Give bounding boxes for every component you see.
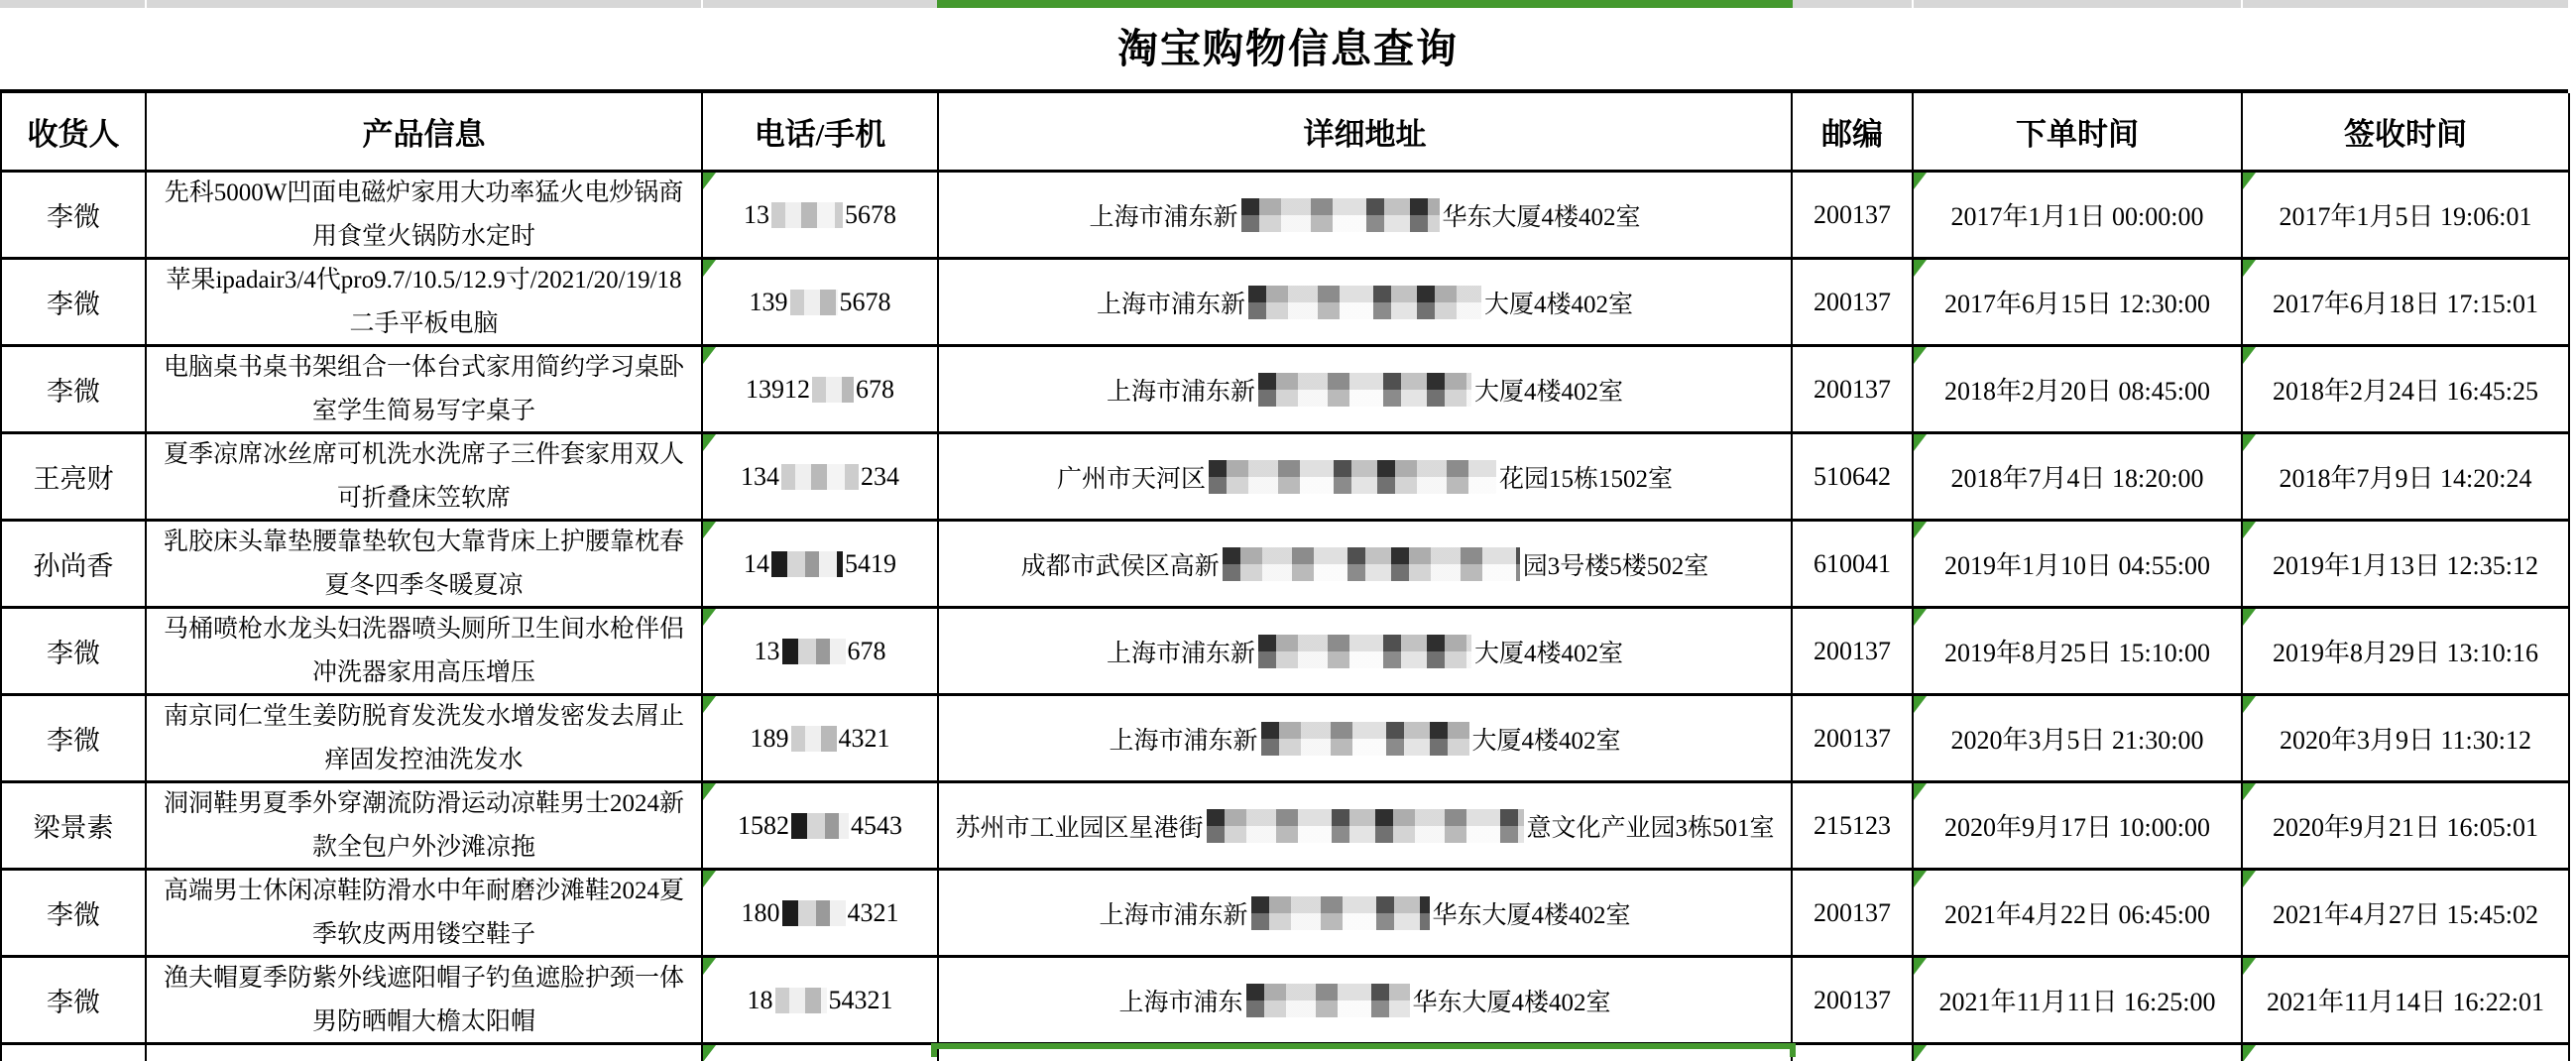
order-time-cell[interactable]: 2019年1月10日 04:55:00 (1914, 522, 2243, 609)
redaction-mosaic (790, 290, 838, 315)
order-time-cell[interactable]: 2019年8月25日 15:10:00 (1914, 609, 2243, 696)
zip-cell[interactable]: 200137 (1793, 609, 1914, 696)
phone-suffix: 678 (856, 374, 894, 404)
phone-prefix: 13912 (746, 374, 810, 404)
redaction-mosaic (781, 464, 859, 490)
address-suffix: 大厦4楼402室 (1474, 640, 1624, 667)
header-recipient[interactable]: 收货人 (2, 93, 147, 173)
recipient-cell[interactable]: 李微 (2, 696, 147, 783)
header-product[interactable]: 产品信息 (147, 93, 703, 173)
phone-prefix: 13 (744, 199, 769, 229)
zip-cell[interactable]: 510642 (1793, 434, 1914, 522)
recipient-cell[interactable]: 梁景素 (2, 783, 147, 871)
recipient-cell[interactable]: 李微 (2, 958, 147, 1045)
phone-cell[interactable] (703, 173, 939, 260)
address-cell[interactable] (939, 347, 1793, 434)
redaction-mosaic (782, 900, 846, 926)
sheet-top-strip (0, 0, 2568, 8)
phone-prefix: 18 (747, 985, 773, 1014)
product-cell[interactable]: 夏季凉席冰丝席可机洗水洗席子三件套家用双人可折叠床笠软席 (147, 434, 703, 522)
redaction-mosaic (1258, 635, 1471, 668)
column-gap (2241, 0, 2243, 8)
sign-time-cell[interactable]: 2021年11月14日 16:22:01 (2243, 958, 2570, 1045)
selection-border-left (931, 1043, 937, 1057)
redaction-mosaic (1258, 373, 1471, 407)
redaction-mosaic (1251, 896, 1430, 930)
phone-prefix: 1582 (738, 810, 789, 840)
phone-suffix: 54321 (828, 985, 893, 1014)
zip-cell[interactable]: 200137 (1793, 347, 1914, 434)
redaction-mosaic (791, 813, 849, 839)
sign-time-cell[interactable] (2243, 1045, 2570, 1061)
phone-cell[interactable] (703, 696, 939, 783)
address-cell[interactable] (939, 783, 1793, 871)
address-cell[interactable] (939, 871, 1793, 958)
redaction-mosaic (1248, 286, 1481, 319)
phone-suffix: 5678 (845, 199, 896, 229)
column-gap (1912, 0, 1914, 8)
redaction-mosaic (791, 726, 837, 752)
sign-time-cell[interactable]: 2021年4月27日 15:45:02 (2243, 871, 2570, 958)
address-prefix: 上海市浦东新 (1106, 378, 1255, 406)
sign-time-cell[interactable]: 2017年6月18日 17:15:01 (2243, 260, 2570, 347)
zip-cell[interactable]: 200137 (1793, 173, 1914, 260)
product-cell[interactable]: 马桶喷枪水龙头妇洗器喷头厕所卫生间水枪伴侣冲洗器家用高压增压 (147, 609, 703, 696)
redaction-mosaic (775, 988, 827, 1013)
redaction-mosaic (1207, 809, 1524, 843)
address-prefix: 上海市浦东新 (1106, 640, 1255, 667)
address-prefix: 成都市武侯区高新 (1020, 552, 1220, 580)
recipient-cell[interactable]: 孙尚香 (2, 522, 147, 609)
redaction-mosaic (782, 639, 846, 664)
phone-cell[interactable] (703, 347, 939, 434)
phone-prefix: 134 (741, 461, 779, 491)
order-time-cell[interactable]: 2021年4月22日 06:45:00 (1914, 871, 2243, 958)
address-cell[interactable] (939, 958, 1793, 1045)
product-cell[interactable]: 渔夫帽夏季防紫外线遮阳帽子钓鱼遮脸护颈一体男防晒帽大檐太阳帽 (147, 958, 703, 1045)
address-prefix: 上海市浦东新 (1099, 901, 1248, 929)
address-prefix: 上海市浦东 (1118, 989, 1243, 1016)
order-time-cell[interactable] (1914, 1045, 2243, 1061)
address-suffix: 大厦4楼402室 (1471, 727, 1621, 755)
recipient-cell[interactable]: 李微 (2, 609, 147, 696)
zip-cell[interactable]: 200137 (1793, 958, 1914, 1045)
order-time-cell[interactable]: 2020年3月5日 21:30:00 (1914, 696, 2243, 783)
header-sign-time[interactable]: 签收时间 (2243, 93, 2570, 173)
address-suffix: 华东大厦4楼402室 (1442, 203, 1641, 231)
address-suffix: 园3号楼5楼502室 (1522, 552, 1709, 580)
phone-suffix: 234 (861, 461, 899, 491)
phone-cell[interactable] (703, 522, 939, 609)
header-zip[interactable]: 邮编 (1793, 93, 1914, 173)
product-cell[interactable]: 苹果ipadair3/4代pro9.7/10.5/12.9寸/2021/20/19/18二手平板电脑 (147, 260, 703, 347)
phone-suffix: 4543 (851, 810, 902, 840)
zip-cell[interactable]: 200137 (1793, 871, 1914, 958)
address-suffix: 华东大厦4楼402室 (1432, 901, 1631, 929)
address-suffix: 大厦4楼402室 (1484, 291, 1634, 318)
address-prefix: 上海市浦东新 (1096, 291, 1245, 318)
phone-suffix: 4321 (847, 897, 899, 927)
phone-prefix: 14 (744, 548, 769, 578)
address-prefix: 苏州市工业园区星港街 (955, 814, 1204, 842)
selection-border-right (1790, 1043, 1796, 1057)
order-time-cell[interactable]: 2017年1月1日 00:00:00 (1914, 173, 2243, 260)
address-cell[interactable] (939, 609, 1793, 696)
redaction-mosaic (1261, 722, 1469, 756)
product-cell[interactable]: 洞洞鞋男夏季外穿潮流防滑运动凉鞋男士2024新款全包户外沙滩凉拖 (147, 783, 703, 871)
header-order-time[interactable]: 下单时间 (1914, 93, 2243, 173)
sign-time-cell[interactable]: 2019年8月29日 13:10:16 (2243, 609, 2570, 696)
redaction-mosaic (771, 202, 843, 228)
sign-time-cell[interactable]: 2020年3月9日 11:30:12 (2243, 696, 2570, 783)
address-suffix: 花园15栋1502室 (1499, 465, 1674, 493)
selection-border-top (931, 1043, 1796, 1049)
recipient-cell[interactable]: 李微 (2, 260, 147, 347)
selected-column-highlight (937, 0, 1793, 8)
column-gap (701, 0, 703, 8)
order-time-cell[interactable]: 2020年9月17日 10:00:00 (1914, 783, 2243, 871)
product-cell[interactable]: 先科5000W凹面电磁炉家用大功率猛火电炒锅商用食堂火锅防水定时 (147, 173, 703, 260)
recipient-cell[interactable]: 王亮财 (2, 434, 147, 522)
phone-suffix: 5678 (839, 287, 891, 316)
phone-prefix: 189 (750, 723, 789, 753)
zip-cell[interactable]: 610041 (1793, 522, 1914, 609)
address-cell[interactable] (939, 260, 1793, 347)
address-suffix: 意文化产业园3栋501室 (1526, 814, 1775, 842)
phone-suffix: 4321 (838, 723, 890, 753)
redaction-mosaic (1246, 984, 1410, 1017)
zip-cell[interactable]: 200137 (1793, 696, 1914, 783)
sign-time-cell[interactable]: 2019年1月13日 12:35:12 (2243, 522, 2570, 609)
address-prefix: 广州市天河区 (1056, 465, 1206, 493)
header-phone[interactable]: 电话/手机 (703, 93, 939, 173)
product-cell[interactable] (147, 1045, 703, 1061)
address-cell[interactable] (939, 434, 1793, 522)
phone-suffix: 5419 (845, 548, 896, 578)
sign-time-cell[interactable]: 2017年1月5日 19:06:01 (2243, 173, 2570, 260)
phone-cell[interactable] (703, 1045, 939, 1061)
recipient-cell[interactable]: 李微 (2, 173, 147, 260)
recipient-cell[interactable]: 李微 (2, 347, 147, 434)
sign-time-cell[interactable]: 2018年2月24日 16:45:25 (2243, 347, 2570, 434)
phone-cell[interactable] (703, 434, 939, 522)
recipient-cell[interactable] (2, 1045, 147, 1061)
phone-cell[interactable] (703, 783, 939, 871)
order-time-cell[interactable]: 2018年2月20日 08:45:00 (1914, 347, 2243, 434)
redaction-mosaic (1223, 547, 1520, 581)
phone-prefix: 139 (749, 287, 788, 316)
taobao-order-table (0, 89, 2568, 1061)
address-prefix: 上海市浦东新 (1089, 203, 1238, 231)
sign-time-cell[interactable]: 2018年7月9日 14:20:24 (2243, 434, 2570, 522)
phone-prefix: 13 (754, 636, 780, 665)
redaction-mosaic (812, 377, 854, 403)
redaction-mosaic (771, 551, 843, 577)
product-cell[interactable]: 高端男士休闲凉鞋防滑水中年耐磨沙滩鞋2024夏季软皮两用镂空鞋子 (147, 871, 703, 958)
product-cell[interactable]: 电脑桌书桌书架组合一体台式家用简约学习桌卧室学生简易写字桌子 (147, 347, 703, 434)
address-cell[interactable] (939, 522, 1793, 609)
order-time-cell[interactable]: 2017年6月15日 12:30:00 (1914, 260, 2243, 347)
address-suffix: 华东大厦4楼402室 (1412, 989, 1611, 1016)
phone-cell[interactable] (703, 609, 939, 696)
order-time-cell[interactable]: 2018年7月4日 18:20:00 (1914, 434, 2243, 522)
header-address[interactable]: 详细地址 (939, 93, 1793, 173)
column-gap (145, 0, 147, 8)
zip-cell[interactable] (1793, 1045, 1914, 1061)
order-time-cell[interactable]: 2021年11月11日 16:25:00 (1914, 958, 2243, 1045)
sign-time-cell[interactable]: 2020年9月21日 16:05:01 (2243, 783, 2570, 871)
phone-suffix: 678 (847, 636, 886, 665)
phone-cell[interactable] (703, 260, 939, 347)
product-cell[interactable]: 乳胶床头靠垫腰靠垫软包大靠背床上护腰靠枕春夏冬四季冬暖夏凉 (147, 522, 703, 609)
product-cell[interactable]: 南京同仁堂生姜防脱育发洗发水增发密发去屑止痒固发控油洗发水 (147, 696, 703, 783)
address-suffix: 大厦4楼402室 (1474, 378, 1624, 406)
page-title: 淘宝购物信息查询 (1117, 26, 1459, 71)
phone-prefix: 180 (741, 897, 780, 927)
redaction-mosaic (1241, 198, 1440, 232)
phone-cell[interactable] (703, 958, 939, 1045)
zip-cell[interactable]: 215123 (1793, 783, 1914, 871)
address-cell[interactable] (939, 696, 1793, 783)
zip-cell[interactable]: 200137 (1793, 260, 1914, 347)
address-prefix: 上海市浦东新 (1109, 727, 1258, 755)
recipient-cell[interactable]: 李微 (2, 871, 147, 958)
redaction-mosaic (1209, 460, 1496, 494)
phone-cell[interactable] (703, 871, 939, 958)
address-cell[interactable] (939, 173, 1793, 260)
